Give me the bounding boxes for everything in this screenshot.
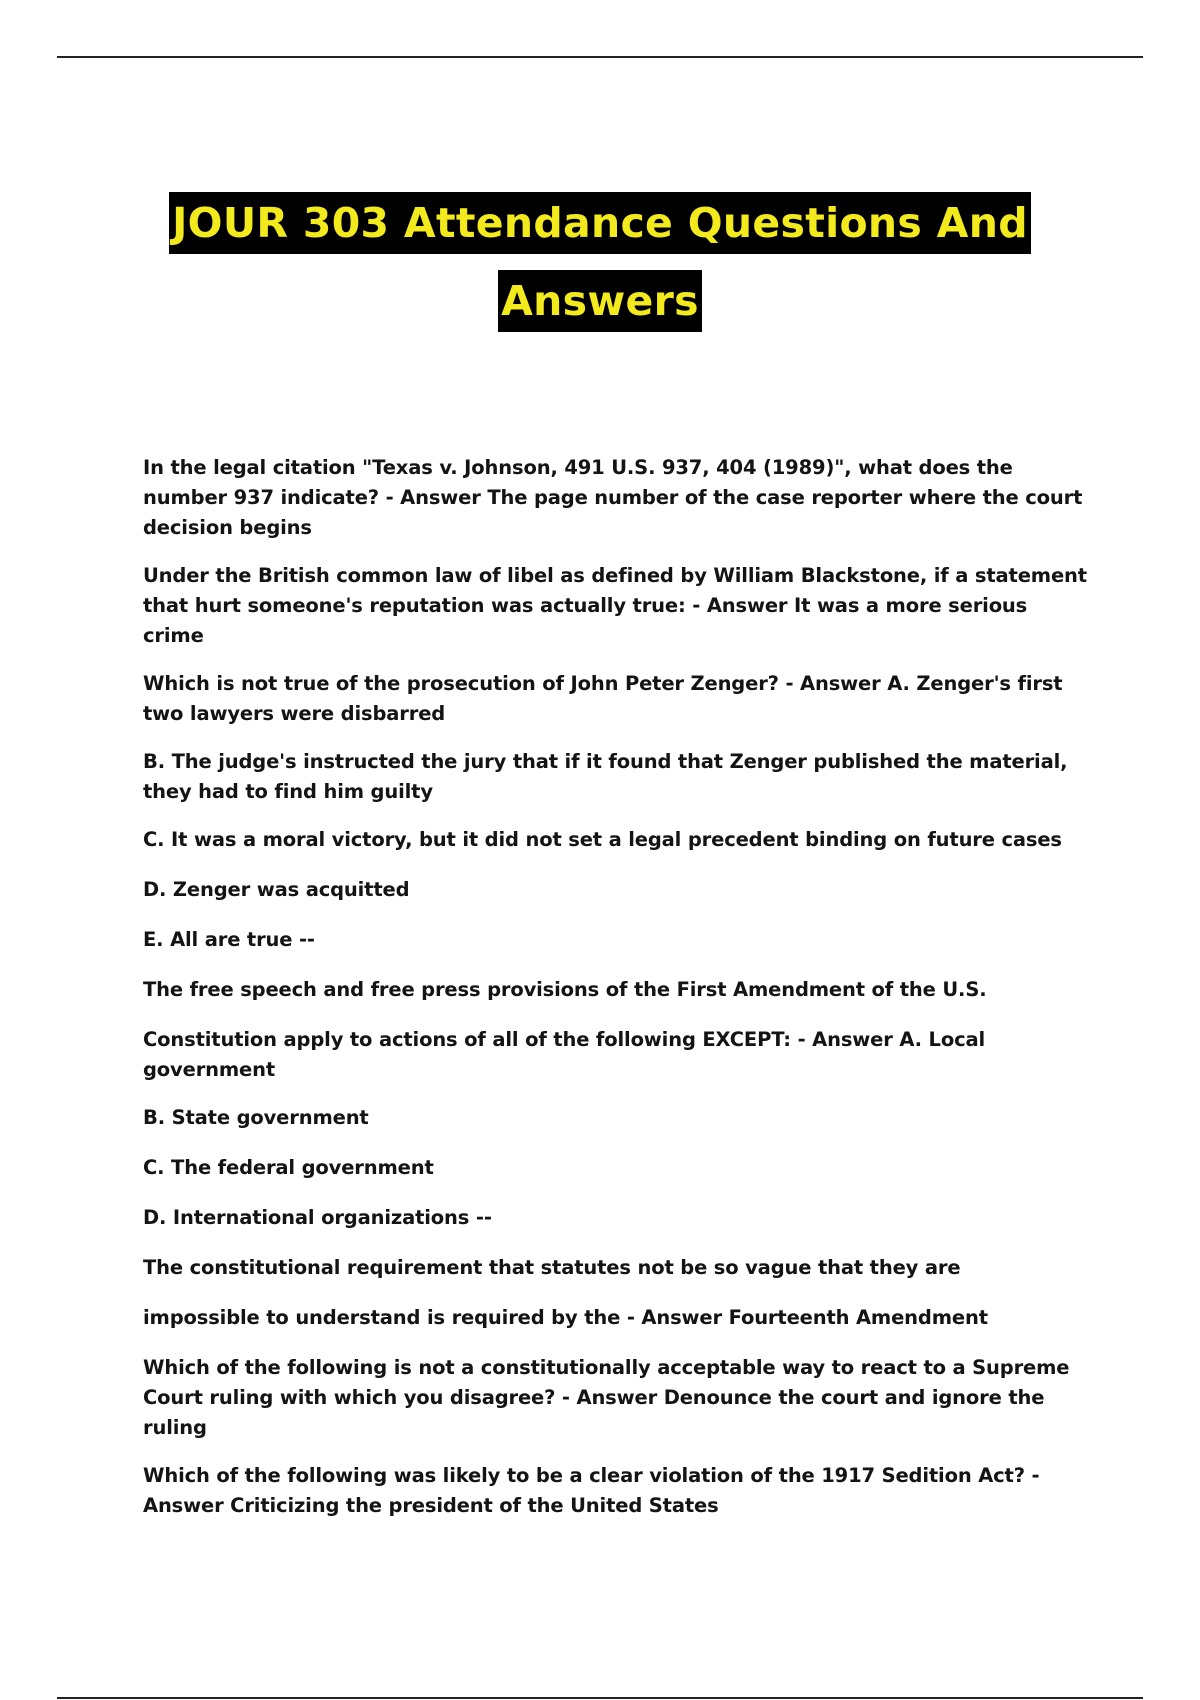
question-paragraph: Which is not true of the prosecution of John Peter Zenger? - Answer A. Zenger's first two lawyers were disbarred — [143, 672, 1063, 725]
answer-option: B. The judge's instructed the jury that if it found that Zenger published the material, they had to find him guilty — [143, 750, 1068, 803]
title-line-1: JOUR 303 Attendance Questions And — [169, 192, 1031, 254]
answer-option: C. It was a moral victory, but it did not set a legal precedent binding on future cases — [143, 828, 1062, 851]
question-paragraph: Constitution apply to actions of all of the following EXCEPT: - Answer A. Local government — [143, 1028, 986, 1081]
question-paragraph: Under the British common law of libel as defined by William Blackstone, if a statement that hurt someone's reputation was actually true: - Answer It was a more serious crime — [143, 564, 1087, 647]
answer-option: B. State government — [143, 1106, 369, 1129]
question-list — [143, 453, 1093, 1539]
title-line-2: Answers — [498, 270, 702, 332]
question-paragraph: impossible to understand is required by the - Answer Fourteenth Amendment — [143, 1306, 988, 1329]
answer-option: D. Zenger was acquitted — [143, 878, 410, 901]
question-paragraph: Which of the following was likely to be a clear violation of the 1917 Sedition Act? - Answer Criticizing the president of the United States — [143, 1464, 1040, 1517]
bottom-rule — [57, 1697, 1143, 1699]
answer-option: E. All are true -- — [143, 928, 315, 951]
answer-option: D. International organizations -- — [143, 1206, 492, 1229]
answer-option: C. The federal government — [143, 1156, 434, 1179]
question-paragraph: The free speech and free press provisions of the First Amendment of the U.S. — [143, 978, 987, 1001]
question-paragraph: Which of the following is not a constitutionally acceptable way to react to a Supreme Court ruling with which you disagree? - Answer Denounce the court and ignore the ruling — [143, 1356, 1070, 1439]
top-rule — [57, 56, 1143, 58]
document-title — [0, 192, 1200, 348]
question-paragraph: In the legal citation "Texas v. Johnson, 491 U.S. 937, 404 (1989)", what does the number 937 indicate? - Answer The page number of the case reporter where the court decision begins — [143, 456, 1083, 539]
question-paragraph: The constitutional requirement that statutes not be so vague that they are — [143, 1256, 961, 1279]
